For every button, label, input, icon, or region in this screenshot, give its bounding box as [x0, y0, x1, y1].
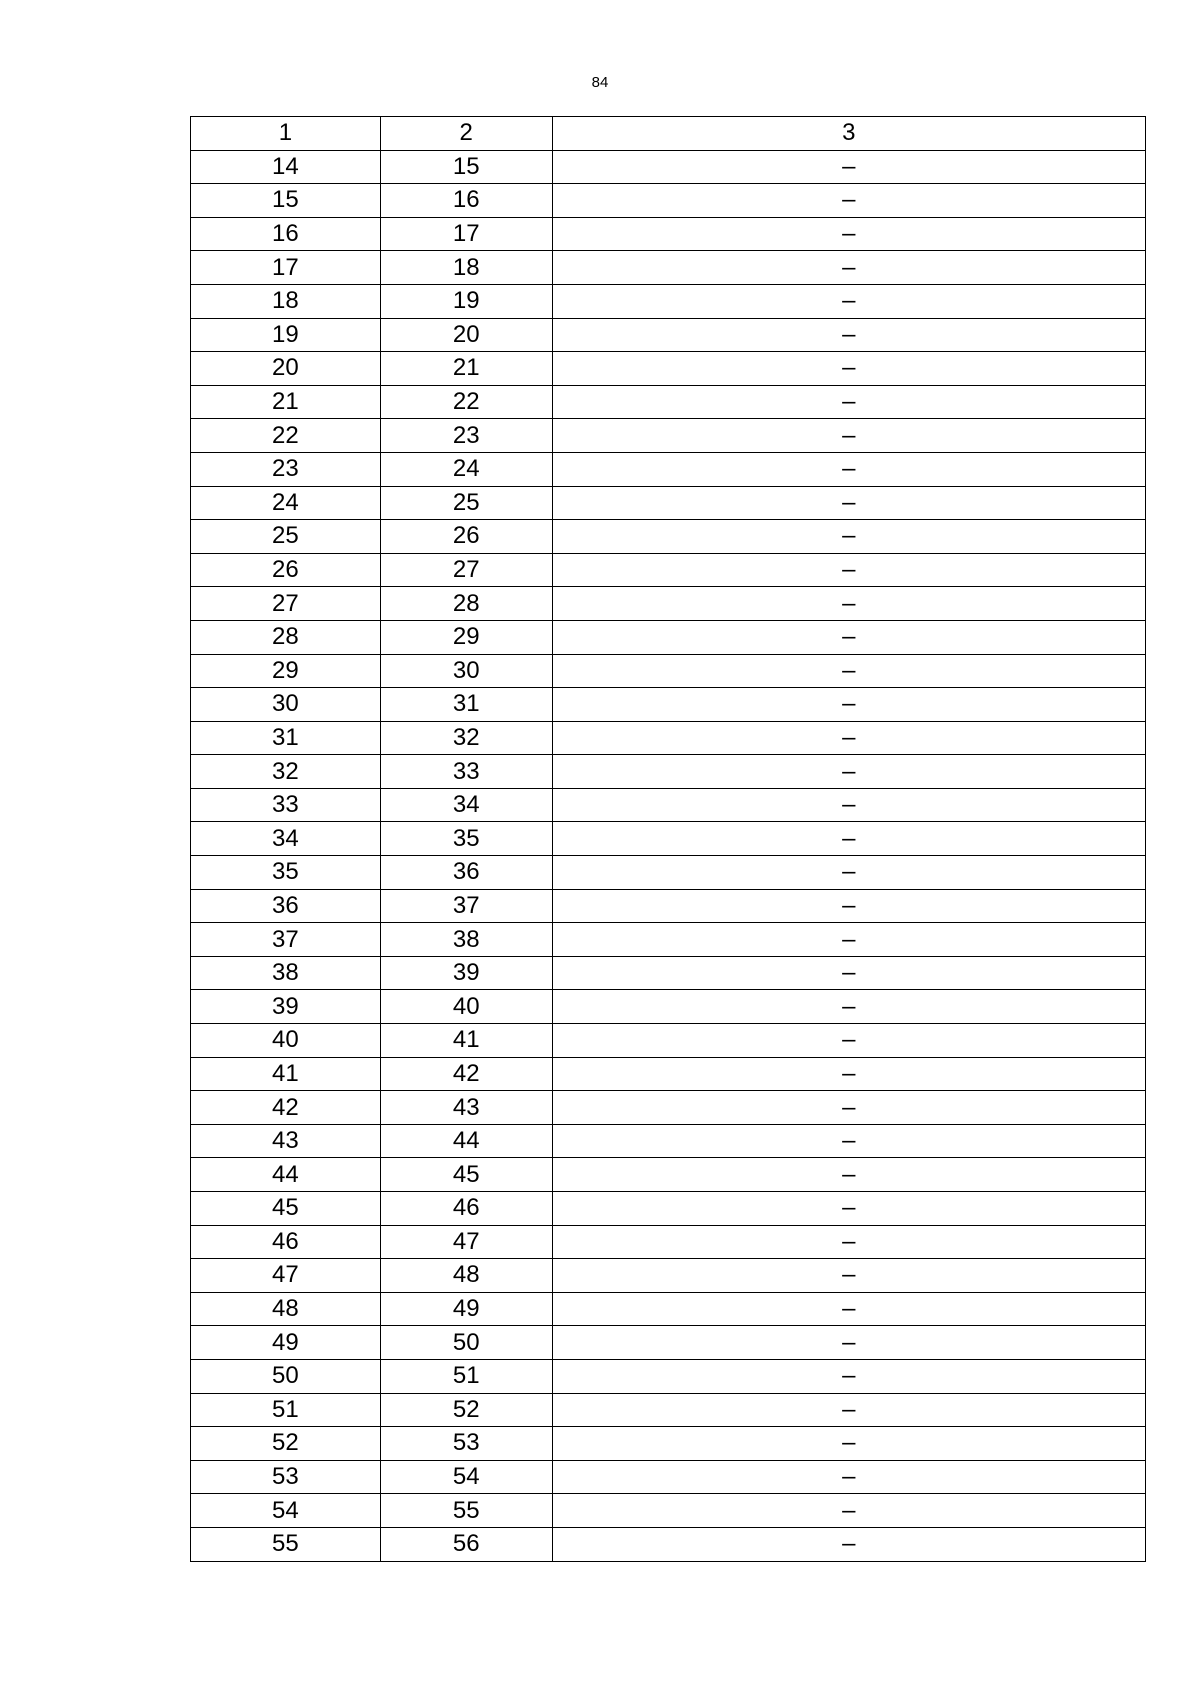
table-row	[191, 1158, 1146, 1192]
table-cell-col-1: 30	[191, 688, 381, 722]
table-cell-col-2: 22	[380, 385, 552, 419]
table-cell-col-1: 52	[191, 1427, 381, 1461]
table-row	[191, 822, 1146, 856]
table-cell-col-1: 16	[191, 217, 381, 251]
table-cell-col-1: 53	[191, 1460, 381, 1494]
table-cell-col-1: 36	[191, 889, 381, 923]
table-cell-col-3: –	[552, 520, 1145, 554]
table-cell-col-3: –	[552, 1359, 1145, 1393]
table-cell-col-1: 20	[191, 352, 381, 386]
table-cell-col-2: 15	[380, 150, 552, 184]
table-cell-col-1: 51	[191, 1393, 381, 1427]
table-body	[191, 150, 1146, 1561]
table-row	[191, 1091, 1146, 1125]
table-cell-col-1: 35	[191, 856, 381, 890]
table-cell-col-2: 44	[380, 1124, 552, 1158]
table-cell-col-1: 23	[191, 452, 381, 486]
table-cell-col-3: –	[552, 1259, 1145, 1293]
table-cell-col-1: 24	[191, 486, 381, 520]
table-row	[191, 318, 1146, 352]
table-cell-col-1: 54	[191, 1494, 381, 1528]
header-cell-1: 1	[191, 117, 381, 151]
table-cell-col-2: 43	[380, 1091, 552, 1125]
table-cell-col-3: –	[552, 1091, 1145, 1125]
table-cell-col-2: 37	[380, 889, 552, 923]
table-cell-col-1: 41	[191, 1057, 381, 1091]
page-number: 84	[591, 74, 609, 91]
table-cell-col-3: –	[552, 1158, 1145, 1192]
table-cell-col-1: 40	[191, 1024, 381, 1058]
table-cell-col-1: 39	[191, 990, 381, 1024]
table-cell-col-3: –	[552, 1225, 1145, 1259]
table-cell-col-2: 20	[380, 318, 552, 352]
table-cell-col-1: 21	[191, 385, 381, 419]
table-cell-col-1: 33	[191, 788, 381, 822]
table-cell-col-3: –	[552, 587, 1145, 621]
table-cell-col-1: 34	[191, 822, 381, 856]
table-cell-col-2: 52	[380, 1393, 552, 1427]
table-cell-col-3: –	[552, 318, 1145, 352]
table-cell-col-1: 50	[191, 1359, 381, 1393]
table-row	[191, 553, 1146, 587]
table-cell-col-3: –	[552, 822, 1145, 856]
table-cell-col-2: 38	[380, 923, 552, 957]
table-cell-col-2: 56	[380, 1527, 552, 1561]
table-cell-col-3: –	[552, 486, 1145, 520]
table-row	[191, 1460, 1146, 1494]
table-row	[191, 184, 1146, 218]
table-cell-col-2: 42	[380, 1057, 552, 1091]
table-cell-col-2: 26	[380, 520, 552, 554]
table-row	[191, 1057, 1146, 1091]
table-cell-col-3: –	[552, 889, 1145, 923]
table-cell-col-2: 39	[380, 956, 552, 990]
table-cell-col-2: 25	[380, 486, 552, 520]
table-row	[191, 419, 1146, 453]
table-cell-col-1: 32	[191, 755, 381, 789]
table-cell-col-3: –	[552, 553, 1145, 587]
table-row	[191, 385, 1146, 419]
table-cell-col-1: 47	[191, 1259, 381, 1293]
table-row	[191, 1124, 1146, 1158]
table-cell-col-3: –	[552, 755, 1145, 789]
table-cell-col-2: 40	[380, 990, 552, 1024]
table-row	[191, 923, 1146, 957]
table-cell-col-3: –	[552, 217, 1145, 251]
table-cell-col-1: 44	[191, 1158, 381, 1192]
table-row	[191, 1225, 1146, 1259]
table-cell-col-3: –	[552, 1124, 1145, 1158]
table-cell-col-3: –	[552, 654, 1145, 688]
table-cell-col-2: 36	[380, 856, 552, 890]
table-cell-col-2: 41	[380, 1024, 552, 1058]
table-row	[191, 1024, 1146, 1058]
table-cell-col-3: –	[552, 419, 1145, 453]
table-cell-col-1: 22	[191, 419, 381, 453]
table-cell-col-2: 28	[380, 587, 552, 621]
table-row	[191, 1527, 1146, 1561]
header-cell-3: 3	[552, 117, 1145, 151]
table-cell-col-3: –	[552, 956, 1145, 990]
table-cell-col-3: –	[552, 1527, 1145, 1561]
table-cell-col-3: –	[552, 452, 1145, 486]
table-cell-col-2: 55	[380, 1494, 552, 1528]
table-row	[191, 889, 1146, 923]
table-cell-col-1: 17	[191, 251, 381, 285]
table-cell-col-3: –	[552, 1057, 1145, 1091]
table-row	[191, 1326, 1146, 1360]
table-row	[191, 1292, 1146, 1326]
table-cell-col-3: –	[552, 1494, 1145, 1528]
table-cell-col-1: 49	[191, 1326, 381, 1360]
table-row	[191, 990, 1146, 1024]
table-row	[191, 788, 1146, 822]
table-cell-col-1: 38	[191, 956, 381, 990]
table-row	[191, 486, 1146, 520]
table-cell-col-2: 32	[380, 721, 552, 755]
table-cell-col-2: 50	[380, 1326, 552, 1360]
data-table	[190, 116, 1146, 1562]
table-cell-col-1: 43	[191, 1124, 381, 1158]
table-row	[191, 1259, 1146, 1293]
table-cell-col-2: 19	[380, 284, 552, 318]
table-cell-col-1: 26	[191, 553, 381, 587]
table-cell-col-1: 37	[191, 923, 381, 957]
table-cell-col-3: –	[552, 1393, 1145, 1427]
table-row	[191, 1494, 1146, 1528]
table-cell-col-3: –	[552, 990, 1145, 1024]
table-cell-col-3: –	[552, 1427, 1145, 1461]
table-cell-col-2: 51	[380, 1359, 552, 1393]
table-row	[191, 654, 1146, 688]
table-cell-col-3: –	[552, 284, 1145, 318]
table-row	[191, 1192, 1146, 1226]
table-cell-col-3: –	[552, 352, 1145, 386]
table-cell-col-1: 55	[191, 1527, 381, 1561]
table-cell-col-1: 27	[191, 587, 381, 621]
table-cell-col-3: –	[552, 150, 1145, 184]
table-row	[191, 755, 1146, 789]
table-cell-col-3: –	[552, 1024, 1145, 1058]
table-cell-col-3: –	[552, 788, 1145, 822]
table-cell-col-1: 48	[191, 1292, 381, 1326]
table-cell-col-3: –	[552, 385, 1145, 419]
table-cell-col-1: 31	[191, 721, 381, 755]
table-cell-col-1: 14	[191, 150, 381, 184]
table-cell-col-3: –	[552, 1292, 1145, 1326]
table-cell-col-2: 54	[380, 1460, 552, 1494]
table-cell-col-2: 21	[380, 352, 552, 386]
table-cell-col-2: 35	[380, 822, 552, 856]
table-cell-col-2: 53	[380, 1427, 552, 1461]
header-cell-2: 2	[380, 117, 552, 151]
table-cell-col-2: 29	[380, 620, 552, 654]
table-cell-col-3: –	[552, 923, 1145, 957]
table-row	[191, 856, 1146, 890]
table-cell-col-2: 34	[380, 788, 552, 822]
table-cell-col-1: 15	[191, 184, 381, 218]
table-cell-col-1: 18	[191, 284, 381, 318]
table-cell-col-3: –	[552, 1326, 1145, 1360]
table-cell-col-3: –	[552, 620, 1145, 654]
table-cell-col-2: 16	[380, 184, 552, 218]
table-row	[191, 150, 1146, 184]
table-row	[191, 251, 1146, 285]
table-row	[191, 352, 1146, 386]
table-cell-col-2: 23	[380, 419, 552, 453]
table-row	[191, 688, 1146, 722]
table-cell-col-3: –	[552, 251, 1145, 285]
table-cell-col-2: 24	[380, 452, 552, 486]
table-row	[191, 620, 1146, 654]
table-cell-col-1: 19	[191, 318, 381, 352]
table-cell-col-2: 45	[380, 1158, 552, 1192]
table-cell-col-2: 33	[380, 755, 552, 789]
table-cell-col-2: 18	[380, 251, 552, 285]
table-row	[191, 284, 1146, 318]
table-cell-col-3: –	[552, 856, 1145, 890]
table-header-row	[191, 117, 1146, 151]
table-cell-col-2: 47	[380, 1225, 552, 1259]
table-cell-col-3: –	[552, 721, 1145, 755]
table-cell-col-2: 17	[380, 217, 552, 251]
table-row	[191, 1359, 1146, 1393]
table-cell-col-2: 49	[380, 1292, 552, 1326]
table-cell-col-3: –	[552, 184, 1145, 218]
table-row	[191, 452, 1146, 486]
table-cell-col-1: 28	[191, 620, 381, 654]
table-row	[191, 1427, 1146, 1461]
table-cell-col-2: 30	[380, 654, 552, 688]
table-cell-col-2: 31	[380, 688, 552, 722]
table-cell-col-2: 46	[380, 1192, 552, 1226]
table-row	[191, 217, 1146, 251]
table-cell-col-3: –	[552, 688, 1145, 722]
table-row	[191, 520, 1146, 554]
table-row	[191, 587, 1146, 621]
table-cell-col-3: –	[552, 1460, 1145, 1494]
table-cell-col-2: 27	[380, 553, 552, 587]
table-cell-col-1: 25	[191, 520, 381, 554]
table-row	[191, 1393, 1146, 1427]
table-row	[191, 721, 1146, 755]
table-cell-col-1: 45	[191, 1192, 381, 1226]
table-cell-col-1: 29	[191, 654, 381, 688]
table-cell-col-1: 46	[191, 1225, 381, 1259]
table-row	[191, 956, 1146, 990]
table-cell-col-1: 42	[191, 1091, 381, 1125]
table-cell-col-3: –	[552, 1192, 1145, 1226]
table-cell-col-2: 48	[380, 1259, 552, 1293]
